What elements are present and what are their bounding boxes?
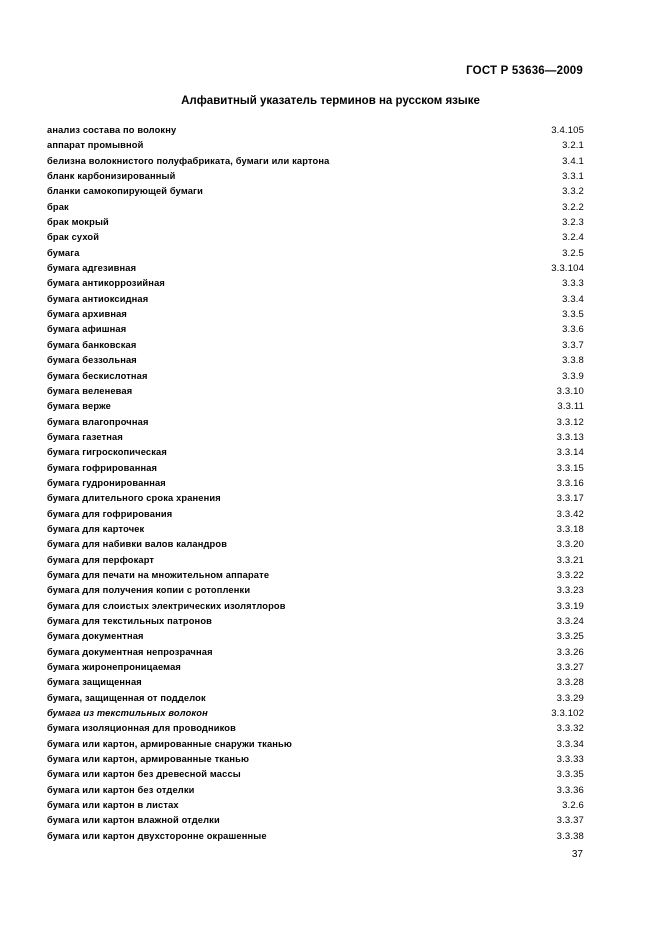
index-entry (47, 829, 584, 844)
index-ref: 3.3.16 (556, 477, 584, 489)
index-entry (47, 614, 584, 629)
index-term: бумага гудронированная (47, 477, 166, 488)
index-entry (47, 660, 584, 675)
index-term: бумага для получения копии с ротопленки (47, 585, 251, 596)
index-entry (47, 461, 584, 476)
index-term: бумага для печати на множительном аппарате (47, 569, 270, 580)
index-term: бумага для перфокарт (47, 554, 155, 565)
index-entry (47, 169, 584, 184)
index-ref: 3.3.32 (556, 723, 584, 735)
index-ref: 3.3.33 (556, 754, 584, 766)
index-ref: 3.2.1 (562, 140, 584, 152)
index-ref: 3.3.7 (562, 339, 584, 351)
index-term: бумага или картон, армированные тканью (47, 754, 250, 765)
index-ref: 3.3.11 (557, 401, 584, 413)
index-ref: 3.3.9 (562, 370, 584, 382)
index-ref: 3.3.23 (556, 585, 584, 597)
index-entry (47, 307, 584, 322)
index-term: бумага или картон, армированные снаружи тканью (47, 738, 293, 749)
index-term: бумага защищенная (47, 677, 142, 688)
index-ref: 3.3.38 (556, 830, 584, 842)
index-ref: 3.2.2 (562, 201, 584, 213)
index-term: бумага гофрированная (47, 462, 158, 473)
index-entry (47, 783, 584, 798)
index-entry (47, 737, 584, 752)
index-entry (47, 813, 584, 828)
index-term: бумага адгезивная (47, 263, 137, 274)
index-term: бумага жиронепроницаемая (47, 662, 181, 673)
index-ref: 3.3.1 (562, 171, 584, 183)
index-entry (47, 261, 584, 276)
index-entry (47, 568, 584, 583)
index-ref: 3.3.37 (556, 815, 584, 827)
index-term: бумага антикоррозийная (47, 278, 165, 289)
index-term: бумага афишная (47, 324, 127, 335)
index-ref: 3.3.28 (556, 677, 584, 689)
index-term: бумага или картон влажной отделки (47, 815, 220, 826)
index-term: бумага длительного срока хранения (47, 493, 221, 504)
index-entry (47, 200, 584, 215)
index-entry (47, 246, 584, 261)
index-ref: 3.2.3 (562, 217, 584, 229)
index-term: бумага из текстильных волокон (47, 708, 208, 719)
index-entry (47, 522, 584, 537)
index-entry (47, 798, 584, 813)
index-term: брак (47, 201, 69, 212)
index-ref: 3.3.10 (556, 385, 584, 397)
index-term: белизна волокнистого полуфабриката, бумаги или картона (47, 155, 330, 166)
index-term: бумага для гофрирования (47, 508, 173, 519)
index-term: анализ состава по волокну (47, 125, 177, 135)
index-entry (47, 184, 584, 199)
index-ref: 3.3.102 (551, 708, 584, 720)
index-entry (47, 599, 584, 614)
index-ref: 3.3.17 (556, 493, 584, 505)
index-term: брак сухой (47, 232, 100, 243)
index-ref: 3.3.8 (562, 355, 584, 367)
index-ref: 3.4.1 (562, 155, 584, 167)
index-term: бумага или картон без отделки (47, 784, 195, 795)
index-term: брак мокрый (47, 217, 109, 228)
page-title: Алфавитный указатель терминов на русском языке (181, 95, 480, 107)
index-term: бумага, защищенная от подделок (47, 692, 206, 703)
index-ref: 3.3.2 (562, 186, 584, 198)
index-entry (47, 353, 584, 368)
index-entry (47, 507, 584, 522)
index-term: бланки самокопирующей бумаги (47, 186, 203, 197)
index-entry (47, 645, 584, 660)
index-entry (47, 691, 584, 706)
index-term: бумага для слоистых электрических изолятлоров (47, 600, 286, 611)
index-entry (47, 399, 584, 414)
index-term: бумага (47, 247, 80, 258)
index-term: бумага для текстильных патронов (47, 616, 213, 626)
index-term: бумага изоляционная для проводников (47, 723, 236, 734)
index-ref: 3.3.24 (556, 616, 584, 627)
page-number: 37 (571, 849, 583, 860)
index-ref: 3.3.29 (556, 692, 584, 704)
index-entry (47, 706, 584, 721)
index-entry (47, 476, 584, 491)
index-entry (47, 384, 584, 399)
index-term: бумага документная непрозрачная (47, 646, 213, 657)
index-entry (47, 154, 584, 169)
index-term: бумага влагопрочная (47, 416, 149, 427)
index-entry (47, 123, 584, 138)
index-entry (47, 553, 584, 568)
index-term: бумага антиоксидная (47, 293, 149, 304)
index-ref: 3.2.5 (562, 247, 584, 259)
index-entry (47, 215, 584, 230)
index-ref: 3.3.42 (556, 508, 584, 520)
index-ref: 3.3.4 (562, 293, 584, 305)
index-ref: 3.3.12 (556, 416, 584, 428)
index-ref: 3.3.6 (562, 324, 584, 336)
index-entry (47, 767, 584, 782)
index-ref: 3.3.34 (556, 738, 584, 750)
index-ref: 3.3.25 (556, 631, 584, 643)
index-ref: 3.3.13 (556, 431, 584, 443)
index-ref: 3.3.15 (556, 462, 584, 474)
index-ref: 3.3.5 (562, 309, 584, 321)
index-ref: 3.4.105 (551, 125, 584, 136)
index-term: бумага веленевая (47, 385, 133, 396)
index-term: бумага или картон в листах (47, 800, 179, 811)
index-term: бумага архивная (47, 309, 128, 320)
index-ref: 3.3.36 (556, 784, 584, 796)
index-term: бумага верже (47, 401, 111, 412)
index-ref: 3.3.104 (551, 263, 584, 275)
index-term: бумага для набивки валов каландров (47, 539, 228, 550)
index-entry (47, 491, 584, 506)
index-ref: 3.3.3 (562, 278, 584, 290)
index-ref: 3.3.22 (556, 569, 584, 581)
index-entry (47, 430, 584, 445)
index-entry (47, 675, 584, 690)
index-entry (47, 415, 584, 430)
index-term: бумага газетная (47, 431, 123, 442)
index-entry (47, 445, 584, 460)
index-term: бумага банковская (47, 339, 137, 350)
index-ref: 3.3.19 (556, 600, 584, 612)
index-term: бумага гигроскопическая (47, 447, 167, 458)
index-ref: 3.2.6 (562, 800, 584, 812)
index-ref: 3.3.27 (556, 662, 584, 674)
index-term: аппарат промывной (47, 140, 144, 151)
index-term: бумага беззольная (47, 355, 137, 366)
index-term: бумага или картон без древесной массы (47, 769, 241, 780)
index-entry (47, 583, 584, 598)
standard-code: ГОСТ Р 53636—2009 (466, 65, 583, 77)
index-entry (47, 629, 584, 644)
index-entry (47, 369, 584, 384)
index-entry (47, 721, 584, 736)
index-entry (47, 138, 584, 153)
index-term: бумага документная (47, 631, 144, 642)
index-entry (47, 230, 584, 245)
index-entry (47, 276, 584, 291)
index-entry (47, 322, 584, 337)
index-ref: 3.3.20 (556, 539, 584, 551)
index-term: бланк карбонизированный (47, 171, 176, 182)
index-ref: 3.3.35 (556, 769, 584, 781)
index-ref: 3.2.4 (562, 232, 584, 244)
index-entry (47, 292, 584, 307)
index-ref: 3.3.14 (556, 447, 584, 459)
index-ref: 3.3.26 (556, 646, 584, 658)
index-list (47, 123, 584, 844)
index-entry (47, 537, 584, 552)
index-entry (47, 752, 584, 767)
index-ref: 3.3.18 (556, 523, 584, 535)
index-entry (47, 338, 584, 353)
index-term: бумага для карточек (47, 523, 145, 534)
index-term: бумага бескислотная (47, 370, 148, 381)
index-term: бумага или картон двухсторонне окрашенные (47, 830, 267, 841)
index-ref: 3.3.21 (556, 554, 584, 566)
